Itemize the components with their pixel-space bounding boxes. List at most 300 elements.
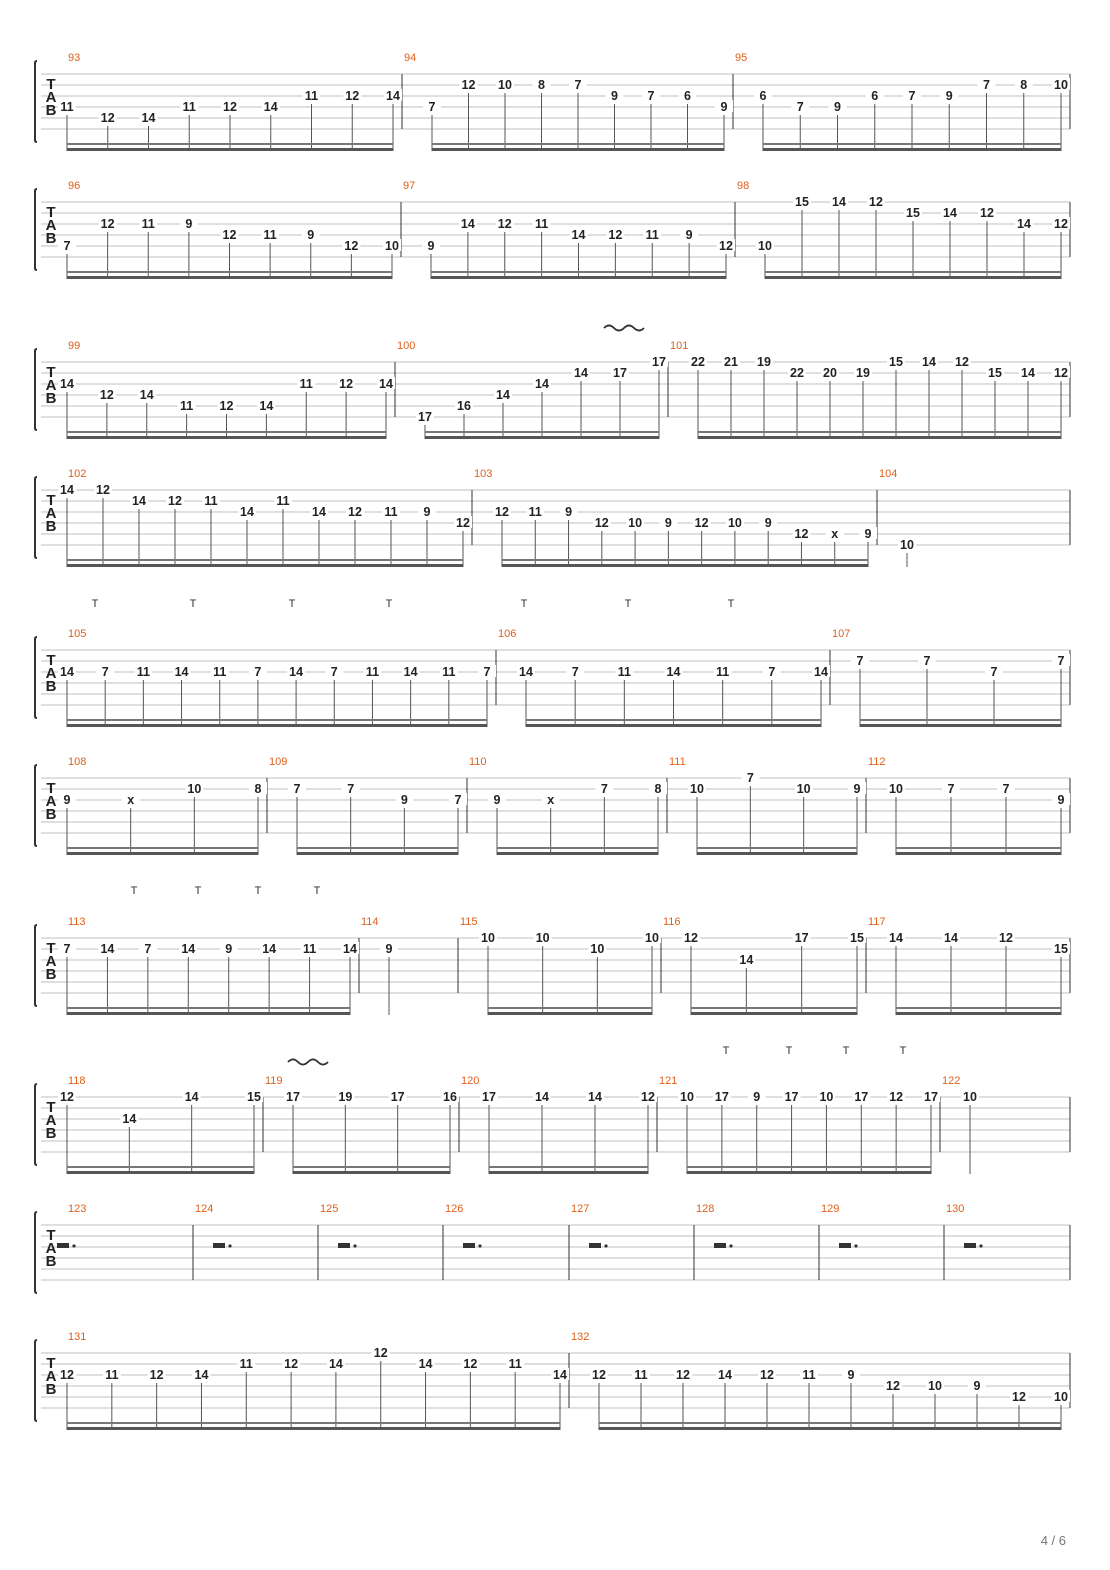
fret-number: 14 bbox=[328, 1357, 343, 1371]
staff-bracket bbox=[35, 477, 37, 558]
fret-number: 11 bbox=[263, 228, 277, 242]
fret-number: 14 bbox=[312, 505, 326, 519]
tab-clef-letter: A bbox=[45, 1112, 57, 1129]
beam-secondary bbox=[67, 431, 386, 433]
fret-number: 14 bbox=[60, 483, 74, 497]
tab-clef-letter: B bbox=[45, 806, 57, 823]
fret-number: 11 bbox=[716, 665, 730, 679]
fret-number: 7 bbox=[63, 239, 71, 253]
staff-system bbox=[35, 468, 1070, 567]
fret-number: 12 bbox=[869, 195, 883, 209]
beam-secondary bbox=[67, 1422, 560, 1424]
tab-clef-letter: B bbox=[45, 390, 57, 407]
tab-clef-letter: A bbox=[45, 377, 57, 394]
fret-number: 7 bbox=[144, 942, 152, 956]
fret-number: 12 bbox=[222, 228, 237, 242]
fret-number: 9 bbox=[1057, 793, 1065, 807]
measure-number: 112 bbox=[868, 756, 886, 768]
fret-number: 12 bbox=[339, 377, 354, 391]
fret-number: 12 bbox=[99, 388, 114, 402]
measure-number: 100 bbox=[397, 340, 416, 352]
measure-number: 102 bbox=[68, 468, 87, 480]
tap-mark: T bbox=[189, 598, 197, 610]
fret-number: 7 bbox=[856, 654, 864, 668]
fret-number: 12 bbox=[955, 355, 969, 369]
fret-number: 10 bbox=[1054, 78, 1068, 92]
fret-number: 19 bbox=[757, 355, 771, 369]
fret-number: 16 bbox=[443, 1090, 457, 1104]
fret-number: 14 bbox=[141, 111, 156, 125]
fret-number: 12 bbox=[284, 1357, 299, 1371]
fret-number: 17 bbox=[613, 366, 627, 380]
beam-secondary bbox=[896, 847, 1061, 849]
fret-number: 14 bbox=[666, 665, 681, 679]
fret-number: 7 bbox=[1057, 654, 1065, 668]
fret-number: 14 bbox=[519, 665, 533, 679]
fret-number: 15 bbox=[247, 1090, 261, 1104]
beam bbox=[67, 148, 393, 151]
fret-number: 17 bbox=[482, 1090, 496, 1104]
fret-number: 11 bbox=[645, 228, 659, 242]
tab-clef-letter: A bbox=[45, 1240, 57, 1257]
measure-number: 119 bbox=[265, 1075, 283, 1087]
beam-secondary bbox=[691, 1007, 857, 1009]
staff-system bbox=[35, 340, 1070, 439]
beam bbox=[67, 436, 386, 439]
tab-clef-letter: B bbox=[45, 1381, 57, 1398]
fret-number: 14 bbox=[240, 505, 254, 519]
fret-number: 6 bbox=[871, 89, 879, 103]
fret-number: 9 bbox=[385, 942, 393, 956]
tab-clef-letter: B bbox=[45, 1253, 57, 1270]
measure-number: 107 bbox=[832, 628, 851, 640]
fret-number: 14 bbox=[263, 100, 278, 114]
fret-number: 9 bbox=[565, 505, 573, 519]
measure-number: 95 bbox=[735, 52, 748, 64]
fret-number: 11 bbox=[141, 217, 155, 231]
fret-number: 17 bbox=[652, 355, 666, 369]
fret-number: 7 bbox=[454, 793, 462, 807]
beam bbox=[293, 1171, 450, 1174]
beam bbox=[697, 852, 857, 855]
beam bbox=[698, 436, 1061, 439]
fret-number: 10 bbox=[385, 239, 399, 253]
tab-clef-letter: T bbox=[46, 1099, 56, 1116]
fret-number: 11 bbox=[276, 494, 290, 508]
fret-number: 14 bbox=[944, 931, 958, 945]
fret-number: 10 bbox=[889, 782, 903, 796]
staff-bracket bbox=[35, 925, 37, 1006]
measure-number: 109 bbox=[269, 756, 288, 768]
beam-secondary bbox=[489, 1166, 648, 1168]
measure-number: 105 bbox=[68, 628, 87, 640]
fret-number: 11 bbox=[535, 217, 549, 231]
fret-number: 14 bbox=[739, 953, 754, 967]
fret-number: 10 bbox=[481, 931, 495, 945]
fret-number: 7 bbox=[1002, 782, 1010, 796]
beam bbox=[297, 852, 458, 855]
fret-number: 12 bbox=[60, 1368, 74, 1382]
fret-number: 10 bbox=[690, 782, 704, 796]
fret-number: 12 bbox=[149, 1368, 164, 1382]
fret-number: 17 bbox=[924, 1090, 938, 1104]
page-number: 4 / 6 bbox=[1040, 1533, 1066, 1548]
staff-bracket bbox=[35, 765, 37, 846]
beam-secondary bbox=[526, 719, 821, 721]
fret-number: 11 bbox=[213, 665, 227, 679]
fret-number: 14 bbox=[139, 388, 154, 402]
fret-number: 7 bbox=[647, 89, 655, 103]
fret-number: 14 bbox=[262, 942, 277, 956]
staff-system bbox=[35, 1331, 1070, 1430]
fret-number: 11 bbox=[634, 1368, 648, 1382]
tab-clef-letter: A bbox=[45, 217, 57, 234]
beam-secondary bbox=[67, 719, 487, 721]
dot bbox=[729, 1244, 732, 1247]
measure-number: 115 bbox=[460, 916, 478, 928]
fret-number: 10 bbox=[819, 1090, 834, 1104]
fret-number: 11 bbox=[365, 665, 380, 679]
fret-number: 8 bbox=[254, 782, 262, 796]
fret-number: 11 bbox=[802, 1368, 816, 1382]
beam bbox=[502, 564, 868, 567]
tab-clef-letter: T bbox=[46, 364, 56, 381]
fret-number: 22 bbox=[790, 366, 804, 380]
tab-clef-letter: B bbox=[45, 678, 57, 695]
tab-clef-letter: T bbox=[46, 1227, 56, 1244]
fret-number: 11 bbox=[508, 1357, 522, 1371]
fret-number: 14 bbox=[922, 355, 936, 369]
measure-number: 110 bbox=[469, 756, 487, 768]
tab-clef-letter: A bbox=[45, 793, 57, 810]
beam-secondary bbox=[297, 847, 458, 849]
fret-number: 7 bbox=[101, 665, 109, 679]
fret-number: 12 bbox=[608, 228, 623, 242]
fret-number: 11 bbox=[60, 100, 74, 114]
beam bbox=[763, 148, 1061, 151]
fret-number: 19 bbox=[338, 1090, 353, 1104]
fret-number: 12 bbox=[497, 217, 512, 231]
fret-number: 10 bbox=[628, 516, 643, 530]
staff-system bbox=[35, 756, 1070, 855]
vibrato-mark bbox=[604, 326, 644, 331]
tab-clef-letter: B bbox=[45, 966, 57, 983]
fret-number: 11 bbox=[442, 665, 456, 679]
tap-mark: T bbox=[520, 598, 528, 610]
measure-number: 125 bbox=[320, 1203, 339, 1215]
tab-clef-letter: T bbox=[46, 204, 56, 221]
tab-clef-letter: B bbox=[45, 1125, 57, 1142]
tab-clef-letter: T bbox=[46, 1355, 56, 1372]
fret-number: 7 bbox=[330, 665, 338, 679]
fret-number: 10 bbox=[498, 78, 512, 92]
fret-number: 11 bbox=[239, 1357, 253, 1371]
fret-number: 12 bbox=[96, 483, 110, 497]
fret-number: 9 bbox=[720, 100, 728, 114]
measure-number: 123 bbox=[68, 1203, 87, 1215]
fret-number: 15 bbox=[850, 931, 864, 945]
fret-number: 7 bbox=[768, 665, 776, 679]
fret-number: 14 bbox=[403, 665, 418, 679]
fret-number: 12 bbox=[461, 78, 476, 92]
beam-secondary bbox=[860, 719, 1061, 721]
fret-number: 12 bbox=[345, 89, 360, 103]
measure-number: 131 bbox=[68, 1331, 87, 1343]
fret-number: 17 bbox=[390, 1090, 405, 1104]
staff-system bbox=[35, 1075, 1070, 1174]
fret-number: 14 bbox=[460, 217, 475, 231]
fret-number: 22 bbox=[691, 355, 705, 369]
fret-number: 10 bbox=[963, 1090, 977, 1104]
fret-number: 16 bbox=[457, 399, 471, 413]
fret-number: 7 bbox=[483, 665, 491, 679]
fret-number: 11 bbox=[617, 665, 631, 679]
fret-number: 7 bbox=[990, 665, 998, 679]
fret-number: 9 bbox=[834, 100, 841, 114]
beam-secondary bbox=[425, 431, 659, 433]
fret-number: 9 bbox=[847, 1368, 855, 1382]
beam bbox=[67, 1427, 560, 1430]
measure-number: 94 bbox=[404, 52, 417, 64]
fret-number: 7 bbox=[947, 782, 955, 796]
fret-number: 12 bbox=[641, 1090, 655, 1104]
beam bbox=[432, 148, 724, 151]
measure-number: 113 bbox=[68, 916, 86, 928]
fret-number: 14 bbox=[718, 1368, 732, 1382]
fret-number: 14 bbox=[418, 1357, 433, 1371]
tab-clef-letter: T bbox=[46, 780, 56, 797]
staff-bracket bbox=[35, 61, 37, 142]
fret-number: 10 bbox=[590, 942, 605, 956]
beam bbox=[526, 724, 821, 727]
measure-number: 130 bbox=[946, 1203, 965, 1215]
beam-secondary bbox=[698, 431, 1061, 433]
measure-number: 121 bbox=[659, 1075, 678, 1087]
fret-number: 12 bbox=[348, 505, 362, 519]
beam-secondary bbox=[497, 847, 658, 849]
rest-symbol bbox=[338, 1243, 350, 1248]
measure-number: 122 bbox=[942, 1075, 961, 1087]
fret-number: 21 bbox=[724, 355, 738, 369]
fret-number: 7 bbox=[923, 654, 931, 668]
measure-number: 124 bbox=[195, 1203, 214, 1215]
fret-number: 12 bbox=[794, 527, 809, 541]
fret-number: 17 bbox=[794, 931, 809, 945]
beam bbox=[431, 276, 726, 279]
fret-number: 11 bbox=[299, 377, 313, 391]
tab-clef-letter: T bbox=[46, 492, 56, 509]
fret-number: 10 bbox=[928, 1379, 942, 1393]
beam-secondary bbox=[763, 143, 1061, 145]
beam-secondary bbox=[599, 1422, 1061, 1424]
beam-secondary bbox=[431, 271, 726, 273]
measure-number: 127 bbox=[571, 1203, 590, 1215]
fret-number: 12 bbox=[60, 1090, 74, 1104]
fret-number: 11 bbox=[136, 665, 150, 679]
tap-mark: T bbox=[785, 1045, 793, 1057]
tap-mark: T bbox=[722, 1045, 730, 1057]
fret-number: 15 bbox=[795, 195, 809, 209]
fret-number: 14 bbox=[386, 89, 400, 103]
fret-number: 10 bbox=[758, 239, 772, 253]
fret-number: 11 bbox=[105, 1368, 119, 1382]
staff-system bbox=[35, 52, 1070, 151]
rest-symbol bbox=[964, 1243, 976, 1248]
fret-number: 12 bbox=[100, 217, 115, 231]
beam-secondary bbox=[896, 1007, 1061, 1009]
measure-number: 111 bbox=[669, 756, 686, 768]
fret-number: 10 bbox=[727, 516, 742, 530]
measure-number: 96 bbox=[68, 180, 81, 192]
beam bbox=[691, 1012, 857, 1015]
beam bbox=[896, 852, 1061, 855]
fret-number: 7 bbox=[571, 665, 579, 679]
measure-number: 106 bbox=[498, 628, 517, 640]
fret-number: x bbox=[547, 793, 555, 807]
fret-number: 10 bbox=[1054, 1390, 1068, 1404]
measure-number: 93 bbox=[68, 52, 81, 64]
staff-bracket bbox=[35, 1340, 37, 1421]
fret-number: 14 bbox=[174, 665, 189, 679]
fret-number: 9 bbox=[945, 89, 953, 103]
measure-number: 99 bbox=[68, 340, 81, 352]
fret-number: 7 bbox=[347, 782, 355, 796]
beam bbox=[765, 276, 1061, 279]
tap-mark: T bbox=[899, 1045, 907, 1057]
fret-number: 17 bbox=[784, 1090, 799, 1104]
fret-number: 8 bbox=[654, 782, 662, 796]
tab-clef-letter: B bbox=[45, 230, 57, 247]
dot bbox=[72, 1244, 75, 1247]
fret-number: 12 bbox=[676, 1368, 690, 1382]
tab-clef-letter: A bbox=[45, 89, 57, 106]
tap-mark: T bbox=[313, 885, 321, 897]
fret-number: 14 bbox=[60, 665, 74, 679]
tap-mark: T bbox=[842, 1045, 850, 1057]
tap-mark: T bbox=[288, 598, 296, 610]
beam bbox=[896, 1012, 1061, 1015]
fret-number: 10 bbox=[796, 782, 811, 796]
fret-number: 17 bbox=[714, 1090, 729, 1104]
beam-secondary bbox=[67, 271, 392, 273]
fret-number: 14 bbox=[535, 377, 549, 391]
rest-symbol bbox=[714, 1243, 726, 1248]
beam bbox=[497, 852, 658, 855]
fret-number: 14 bbox=[194, 1368, 209, 1382]
fret-number: 6 bbox=[759, 89, 767, 103]
fret-number: 14 bbox=[379, 377, 393, 391]
fret-number: 12 bbox=[999, 931, 1013, 945]
fret-number: 12 bbox=[495, 505, 509, 519]
beam bbox=[860, 724, 1061, 727]
beam-secondary bbox=[687, 1166, 931, 1168]
beam-secondary bbox=[432, 143, 724, 145]
measure-number: 101 bbox=[670, 340, 689, 352]
tab-clef-letter: A bbox=[45, 1368, 57, 1385]
fret-number: 11 bbox=[180, 399, 194, 413]
fret-number: 12 bbox=[373, 1346, 388, 1360]
fret-number: 9 bbox=[685, 228, 693, 242]
fret-number: 9 bbox=[400, 793, 408, 807]
fret-number: 14 bbox=[289, 665, 304, 679]
beam-secondary bbox=[67, 1007, 350, 1009]
beam-secondary bbox=[67, 559, 463, 561]
rest-symbol bbox=[463, 1243, 475, 1248]
tab-clef-letter: T bbox=[46, 652, 56, 669]
fret-number: 7 bbox=[600, 782, 608, 796]
fret-number: 14 bbox=[1021, 366, 1035, 380]
fret-number: 14 bbox=[832, 195, 846, 209]
fret-number: 11 bbox=[384, 505, 398, 519]
tab-clef-letter: A bbox=[45, 953, 57, 970]
staff-system bbox=[35, 916, 1070, 1015]
fret-number: 11 bbox=[182, 100, 196, 114]
measure-number: 117 bbox=[868, 916, 886, 928]
vibrato-mark bbox=[288, 1060, 328, 1065]
beam-secondary bbox=[765, 271, 1061, 273]
fret-number: 12 bbox=[980, 206, 994, 220]
fret-number: 11 bbox=[204, 494, 218, 508]
fret-number: 10 bbox=[535, 931, 550, 945]
beam-secondary bbox=[67, 1166, 254, 1168]
fret-number: 10 bbox=[187, 782, 202, 796]
fret-number: 12 bbox=[344, 239, 359, 253]
measure-number: 108 bbox=[68, 756, 87, 768]
fret-number: 9 bbox=[225, 942, 233, 956]
beam bbox=[67, 1171, 254, 1174]
fret-number: 7 bbox=[63, 942, 71, 956]
fret-number: 12 bbox=[886, 1379, 900, 1393]
fret-number: 17 bbox=[418, 410, 432, 424]
staff-bracket bbox=[35, 189, 37, 270]
fret-number: 12 bbox=[223, 100, 237, 114]
fret-number: 9 bbox=[853, 782, 861, 796]
measure-number: 103 bbox=[474, 468, 493, 480]
rest-symbol bbox=[839, 1243, 851, 1248]
fret-number: 12 bbox=[1054, 366, 1068, 380]
dot bbox=[979, 1244, 982, 1247]
tap-mark: T bbox=[91, 598, 99, 610]
fret-number: 12 bbox=[168, 494, 182, 508]
fret-number: 9 bbox=[63, 793, 71, 807]
fret-number: 15 bbox=[1054, 942, 1068, 956]
fret-number: 12 bbox=[1012, 1390, 1026, 1404]
fret-number: 7 bbox=[796, 100, 804, 114]
measure-number: 120 bbox=[461, 1075, 480, 1087]
beam-secondary bbox=[67, 847, 258, 849]
staff-bracket bbox=[35, 1084, 37, 1165]
fret-number: 7 bbox=[983, 78, 990, 92]
fret-number: 9 bbox=[611, 89, 618, 103]
fret-number: 15 bbox=[906, 206, 920, 220]
fret-number: 8 bbox=[1020, 78, 1028, 92]
fret-number: 14 bbox=[100, 942, 115, 956]
tab-clef-letter: T bbox=[46, 940, 56, 957]
beam-secondary bbox=[502, 559, 868, 561]
fret-number: 7 bbox=[428, 100, 436, 114]
fret-number: 12 bbox=[592, 1368, 606, 1382]
fret-number: 12 bbox=[889, 1090, 904, 1104]
tap-mark: T bbox=[385, 598, 393, 610]
staff-bracket bbox=[35, 1212, 37, 1293]
fret-number: 7 bbox=[254, 665, 262, 679]
fret-number: 14 bbox=[535, 1090, 549, 1104]
fret-number: 9 bbox=[493, 793, 501, 807]
fret-number: 15 bbox=[988, 366, 1002, 380]
beam bbox=[489, 1171, 648, 1174]
fret-number: 14 bbox=[814, 665, 828, 679]
beam bbox=[425, 436, 659, 439]
